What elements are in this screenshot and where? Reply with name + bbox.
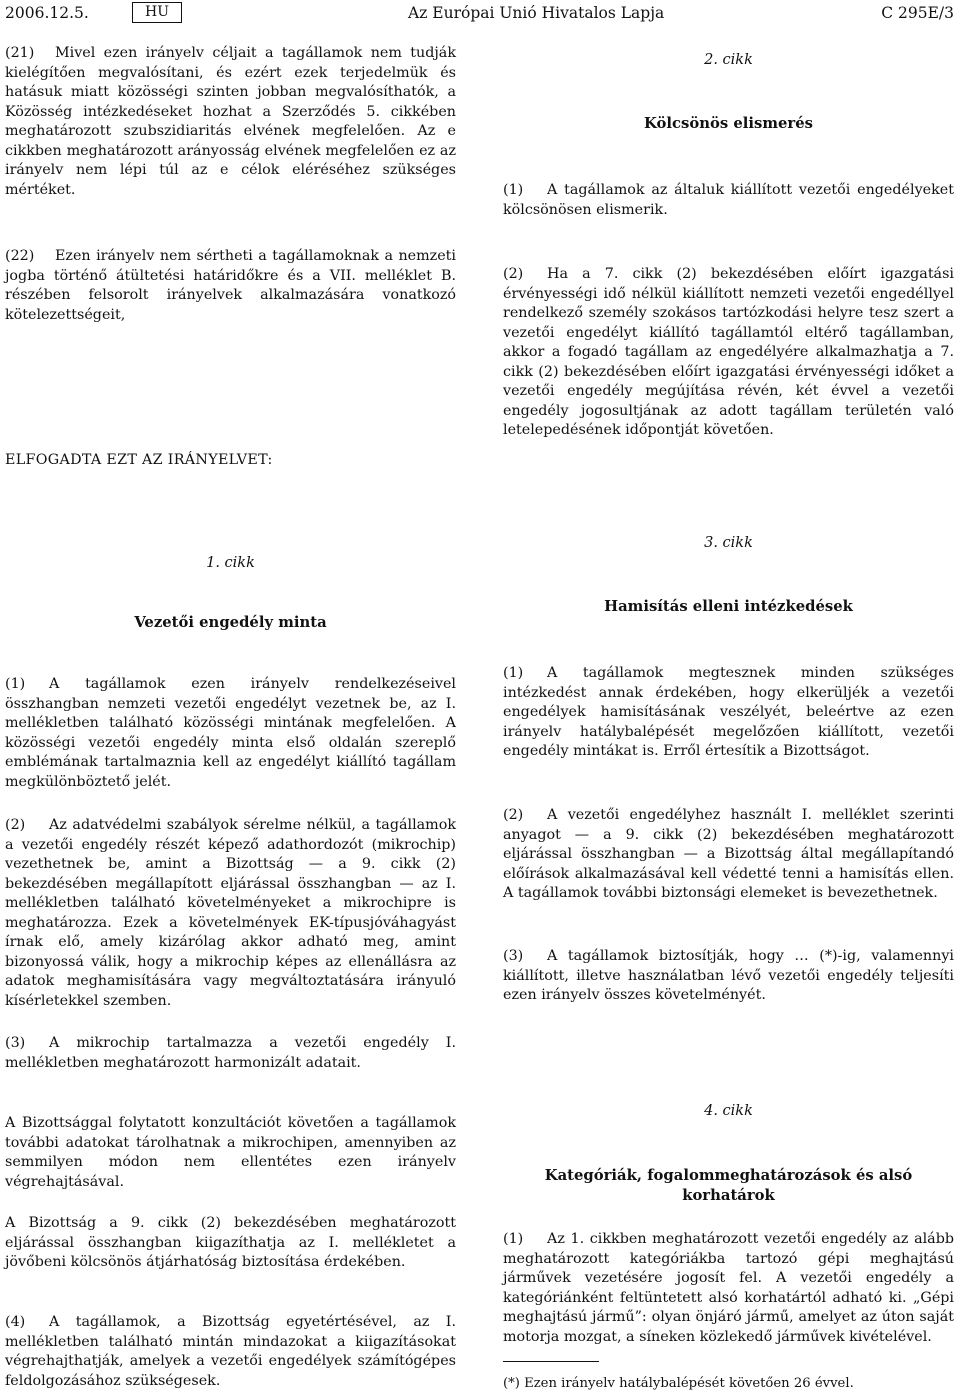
paragraph-text: A tagállamok az általuk kiállított vezetői engedélyeket kölcsönösen elismerik. [503, 182, 954, 218]
article-1-paragraph-1 [5, 675, 456, 792]
article-2-paragraph-2 [503, 265, 954, 441]
recital-number: (21) [5, 45, 35, 61]
paragraph-number: (3) [503, 948, 524, 964]
recital-21 [5, 44, 456, 200]
article-2-title: Kölcsönös elismerés [644, 115, 813, 132]
paragraph-number: (2) [503, 807, 524, 823]
article-2-paragraph-1 [503, 181, 954, 220]
article-4-number: 4. cikk [704, 1103, 753, 1119]
footnote-divider [503, 1361, 599, 1362]
paragraph-number: (2) [503, 266, 524, 282]
article-2-number: 2. cikk [704, 52, 753, 68]
recital-22 [5, 247, 456, 325]
article-1-number: 1. cikk [206, 555, 255, 571]
paragraph-text: A tagállamok biztosítják, hogy … (*)-ig, valamennyi kiállított, illetve használatban lévő vezetői engedély teljesíti ezen irányelv összes követelményét. [503, 948, 954, 1003]
paragraph-number: (1) [503, 665, 524, 681]
paragraph-text: A vezetői engedélyhez használt I. melléklet szerinti anyagot — a 9. cikk (2) bekezdésében meghatározott eljárással összhangban — a Bizottság által megállapítandó előírások alkalmazásával kell védetté tenni a hamisítás ellen. A tagállamok további biztonsági elemeket is bevezethetnek. [503, 807, 954, 901]
article-1-paragraph-3-sub-2: A Bizottság a 9. cikk (2) bekezdésében meghatározott eljárással összhangban kiigazíthatja az I. mellékletet a jövőbeni kölcsönös átjárhatóság biztosítása érdekében. [5, 1215, 456, 1270]
language-badge: HU [132, 2, 182, 23]
paragraph-number: (2) [5, 817, 26, 833]
page-reference: C 295E/3 [881, 4, 954, 22]
recital-text: Mivel ezen irányelv céljait a tagállamok nem tudják kielégítően megvalósítani, és ezért ezek terjedelmük és hatásuk miatt közösségi szinten jobban megvalósíthatók, a Közösség intézkedéseket hozhat a Szerződés 5. cikkében meghatározott szubszidiaritás elvének megfelelően. Az e cikkben meghatározott arányosság elvének megfelelően ez az irányelv nem lépi túl az e célok eléréséhez szükséges mértéket. [5, 45, 456, 198]
adoption-statement: ELFOGADTA EZT AZ IRÁNYELVET: [5, 452, 273, 468]
recital-number: (22) [5, 248, 35, 264]
paragraph-text: A tagállamok, a Bizottság egyetértésével, az I. mellékletben található mintán mindazokat a kiigazításokat végrehajthatják, amelyek a vezetői engedélyek számítógépes feldolgozásához szükségesek. [5, 1314, 456, 1389]
paragraph-number: (1) [5, 676, 26, 692]
article-4-paragraph-1 [503, 1230, 954, 1347]
article-3-paragraph-1 [503, 664, 954, 762]
paragraph-number: (1) [503, 1231, 524, 1247]
paragraph-text: Az 1. cikkben meghatározott vezetői engedély az alább meghatározott kategóriákba tartozó gépi meghajtású járművek vezetésére jogosít fel. A vezetői engedély a kategóriánként feltüntetett alsó korhatártól adható ki. „Gépi meghajtású jármű”: olyan önjáró jármű, amelyet az úton saját motorja mozgat, a síneken közlekedő járművek kivételével. [503, 1231, 954, 1345]
article-3-number: 3. cikk [704, 535, 753, 551]
header-date: 2006.12.5. [5, 4, 89, 22]
article-3-title: Hamisítás elleni intézkedések [604, 598, 853, 615]
journal-title: Az Európai Unió Hivatalos Lapja [408, 4, 665, 22]
article-3-paragraph-2 [503, 806, 954, 904]
paragraph-number: (3) [5, 1035, 26, 1051]
article-4-title: Kategóriák, fogalommeghatározások és alsó korhatárok [544, 1167, 913, 1204]
paragraph-text: Az adatvédelmi szabályok sérelme nélkül, a tagállamok a vezetői engedély részét képező adathordozót (mikrochip) vezethetnek be, amint a Bizottság — a 9. cikk (2) bekezdésében megállapított eljárással összhangban — az I. mellékletben található követelményeket a mikrochipre is meghatározza. Ezek a követelmények EK-típusjóváhagyást írnak elő, amely kizárólag akkor adható meg, amint bizonyossá válik, hogy a mikrochip képes az ellenállásra az adatok meghamisítására vagy megváltoztatására irányuló kísérletekkel szemben. [5, 817, 456, 1009]
paragraph-text: A tagállamok ezen irányelv rendelkezéseivel összhangban nemzeti vezetői engedélyt vezetnek be, az I. mellékletben található közösségi mintának megfelelően. A közösségi vezetői engedély minta első oldalán szereplő emblémának tartalmaznia kell az engedélyt kiállító tagállam megkülönböztető jelét. [5, 676, 456, 790]
paragraph-text: Ha a 7. cikk (2) bekezdésében előírt igazgatási érvényességi idő nélkül kiállított nemzeti vezetői engedéllyel rendelkező személy szokásos tartózkodási helyre tesz szert a vezetői engedélyt kiállító tagállamtól eltérő tagállamban, akkor a fogadó tagállam az engedélyére alkalmazhatja a 7. cikk (2) bekezdésében előírt igazgatási érvényességi időket a vezetői engedély megújítása révén, két évvel a vezetői engedély jogosultjának az adott tagállam területén való letelepedésének időpontját követően. [503, 266, 954, 438]
recital-text: Ezen irányelv nem sértheti a tagállamoknak a nemzeti jogba történő átültetési határidőkre és a VII. melléklet B. részében felsorolt irányelvek alkalmazására vonatkozó kötelezettségeit, [5, 248, 456, 323]
paragraph-number: (4) [5, 1314, 26, 1330]
footnote: (*) Ezen irányelv hatálybalépését követően 26 évvel. [503, 1376, 854, 1391]
article-1-paragraph-3 [5, 1034, 456, 1073]
paragraph-number: (1) [503, 182, 524, 198]
article-1-paragraph-2 [5, 816, 456, 1011]
article-1-title: Vezetői engedély minta [134, 614, 327, 631]
paragraph-text: A mikrochip tartalmazza a vezetői engedély I. mellékletben meghatározott harmonizált adatait. [5, 1035, 456, 1071]
paragraph-text: A tagállamok megtesznek minden szükséges intézkedést annak érdekében, hogy elkerüljék a vezetői engedélyek hamisításának veszélyét, beleértve az ezen irányelv hatálybalépését megelőzően kiállított, vezetői engedély mintákat is. Erről értesítik a Bizottságot. [503, 665, 954, 759]
article-1-paragraph-3-sub-1: A Bizottsággal folytatott konzultációt követően a tagállamok további adatokat tárolhatnak a mikrochipen, amennyiben az semmilyen módon nem ellentétes ezen irányelv végrehajtásával. [5, 1115, 456, 1190]
article-3-paragraph-3 [503, 947, 954, 1006]
article-1-paragraph-4 [5, 1313, 456, 1391]
